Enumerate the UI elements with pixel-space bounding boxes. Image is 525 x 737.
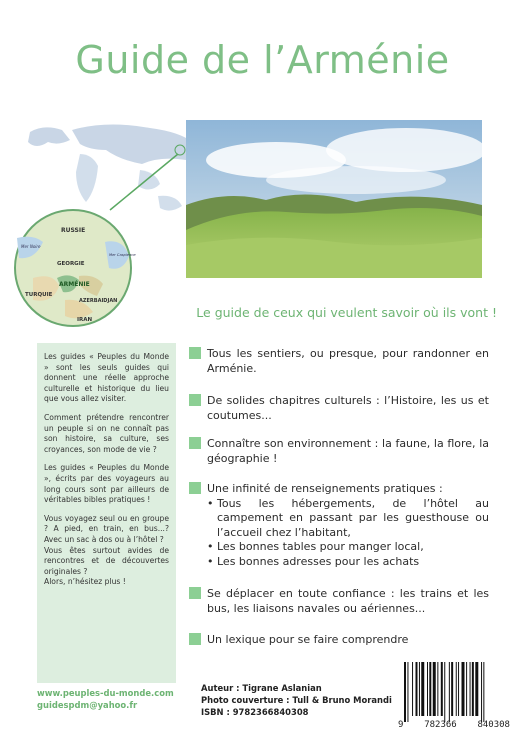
barcode-bar [470, 662, 471, 716]
barcode-bar [444, 662, 445, 722]
barcode-bar [416, 662, 418, 716]
barcode-bar [456, 662, 457, 716]
barcode-bar [483, 662, 484, 722]
barcode-bar [451, 662, 453, 716]
footer-links [37, 688, 174, 711]
barcode-digit-group: 840308 [477, 720, 510, 730]
page-title: Guide de l’Arménie [75, 38, 450, 82]
feature-item [189, 347, 489, 376]
barcode-digits [398, 720, 510, 730]
barcode-bar [433, 662, 436, 716]
barcode-bar [429, 662, 431, 716]
feature-item [189, 437, 489, 466]
website-link[interactable]: www.peuples-du-monde.com [37, 688, 174, 698]
isbn-text: ISBN : 9782366840308 [201, 706, 309, 717]
green-square-bullet-icon [189, 394, 201, 406]
feature-item [189, 587, 489, 616]
barcode-bar [421, 662, 424, 716]
barcode-bar [462, 662, 465, 716]
cover-photo-landscape [186, 120, 482, 278]
feature-item [189, 482, 489, 569]
photo-credit: Photo couverture : Tull & Bruno Morandi [201, 694, 392, 705]
green-square-bullet-icon [189, 587, 201, 599]
green-square-bullet-icon [189, 347, 201, 359]
green-square-bullet-icon [189, 482, 201, 494]
map-label-turquie: TURQUIE [25, 292, 53, 298]
barcode-bar [441, 662, 443, 716]
feature-text: Un lexique pour se faire comprendre [207, 633, 409, 646]
barcode-bar [475, 662, 478, 716]
barcode-bar [466, 662, 467, 716]
map-label-mer-noire: Mer Noire [21, 244, 41, 249]
barcode-bar [437, 662, 438, 716]
green-square-bullet-icon [189, 633, 201, 645]
map-label-armenie: ARMÉNIE [59, 281, 90, 288]
barcode-bar [449, 662, 450, 722]
feature-text: Connaître son environnement : la faune, la flore, la géographie ! [207, 437, 489, 465]
barcode-digit-group: 782366 [424, 720, 457, 730]
feature-text: Tous les sentiers, ou presque, pour randonner en Arménie. [207, 347, 489, 375]
barcode-bar [427, 662, 428, 716]
feature-text: De solides chapitres culturels : l’Histoire, les us et coutumes... [207, 394, 489, 422]
feature-sublist [189, 497, 489, 570]
description-paragraph: Les guides « Peuples du Monde » sont les seuls guides qui donnent une réelle approche culturelle et historique du lieu que vous allez visiter. [44, 352, 169, 404]
map-label-georgie: GEORGIE [57, 261, 85, 267]
barcode-digit-group: 9 [398, 720, 404, 730]
feature-item [189, 633, 489, 648]
barcode-bar [481, 662, 482, 722]
description-paragraph: Les guides « Peuples du Monde », écrits par des voyageurs au long cours sont par ailleurs de véritables bibles pratiques ! [44, 463, 169, 505]
feature-text: Se déplacer en toute confiance : les trains et les bus, les liaisons navales ou aériennes... [207, 587, 489, 615]
feature-text: Une infinité de renseignements pratiques : [207, 482, 443, 495]
green-square-bullet-icon [189, 437, 201, 449]
map-label-mer-caspienne: Mer Caspienne [109, 253, 136, 257]
armenia-region-map [13, 208, 136, 328]
description-box [37, 343, 176, 683]
barcode-bar [412, 662, 413, 716]
map-label-iran: IRAN [77, 317, 93, 323]
map-label-russie: RUSSIE [61, 227, 86, 234]
feature-item [189, 394, 489, 423]
email-link[interactable]: guidespdm@yahoo.fr [37, 699, 138, 710]
barcode-bar [419, 662, 420, 716]
description-paragraph: Comment prétendre rencontrer un peuple si on ne connaît pas son histoire, sa culture, ses croyances, son mode de vie ? [44, 412, 169, 454]
feature-subitem: • Les bonnes adresses pour les achats [207, 555, 489, 570]
barcode-bar [458, 662, 459, 716]
barcode-bar [472, 662, 474, 716]
map-label-azerbaidjan: AZERBAIDJAN [79, 298, 118, 304]
isbn-barcode [398, 662, 510, 722]
credits [201, 683, 392, 718]
feature-subitem: • Les bonnes tables pour manger local, [207, 540, 489, 555]
author-credit: Auteur : Tigrane Aslanian [201, 683, 322, 693]
description-paragraph: Vous voyagez seul ou en groupe ? A pied, en train, en bus...? Avec un sac à dos ou à l’hôtel ? Vous êtes surtout avides de rencontres et de découvertes originales ? Alors, n’hésitez plus ! [44, 513, 169, 587]
feature-subitem: • Tous les hébergements, de l’hôtel au campement en passant par les guesthouse ou l’accueil chez l’habitant, [207, 497, 489, 541]
barcode-bar [407, 662, 408, 722]
tagline: Le guide de ceux qui veulent savoir où ils vont ! [196, 305, 497, 320]
barcode-bar [404, 662, 406, 722]
